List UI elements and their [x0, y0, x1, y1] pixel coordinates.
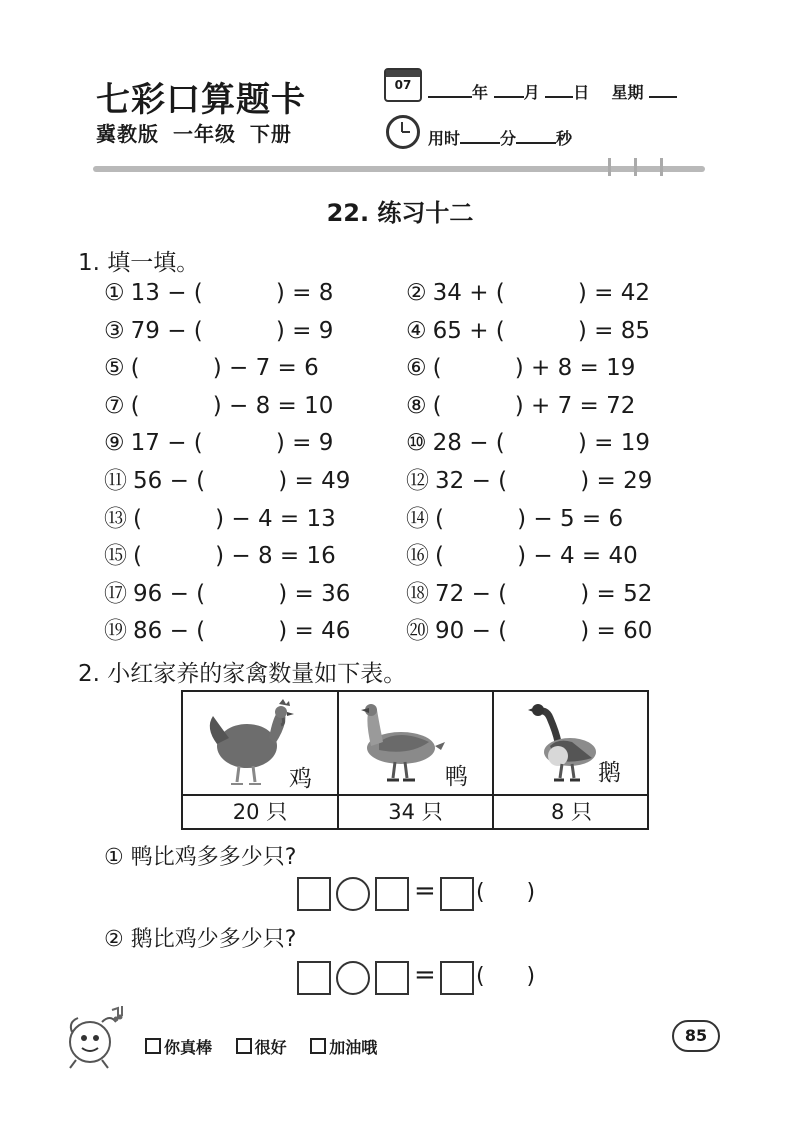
equation-item[interactable] — [406, 466, 652, 496]
goose-icon — [512, 698, 612, 790]
equation-text: 32 − ( ) = 29 — [435, 468, 653, 494]
equation-text: 90 − ( ) = 60 — [435, 618, 653, 644]
edition-subtitle: 冀教版 一年级 下册 — [96, 122, 292, 146]
equation-item[interactable] — [406, 278, 650, 308]
equals-sign: = — [414, 960, 436, 990]
item-number: ④ — [406, 318, 427, 344]
operator-circle[interactable] — [336, 961, 370, 995]
answer-box[interactable] — [440, 961, 474, 995]
equation-item[interactable] — [406, 428, 650, 458]
duck-cell — [339, 692, 492, 794]
equation-text: ( ) − 4 = 40 — [435, 543, 638, 569]
minute-label: 分 — [500, 129, 517, 148]
equation-text: 34 + ( ) = 42 — [432, 280, 651, 306]
duck-icon — [349, 698, 449, 790]
answer-box[interactable] — [375, 961, 409, 995]
answer-box[interactable] — [375, 877, 409, 911]
chicken-label: 鸡 — [289, 766, 312, 792]
equation-item[interactable] — [104, 466, 350, 496]
clock-icon — [386, 115, 420, 149]
equation-item[interactable] — [104, 616, 350, 646]
item-number: ⑪ — [104, 468, 127, 494]
unit-blank[interactable]: ( ) — [476, 880, 536, 905]
item-number: ⑧ — [406, 393, 427, 419]
equation-item[interactable] — [104, 316, 333, 346]
equation-item[interactable] — [104, 504, 336, 534]
year-label: 年 — [472, 83, 489, 102]
equation-text: 56 − ( ) = 49 — [133, 468, 351, 494]
item-number: ⑩ — [406, 430, 427, 456]
item-number: ⑫ — [406, 468, 429, 494]
equation-text: ( ) − 4 = 13 — [133, 506, 336, 532]
month-label: 月 — [523, 83, 540, 102]
item-number: ⑬ — [104, 506, 127, 532]
equation-item[interactable] — [406, 353, 635, 383]
calendar-icon — [384, 68, 422, 102]
sub-question-1: ① 鸭比鸡多多少只? — [104, 845, 297, 870]
check-keep-going[interactable]: 加油哦 — [310, 1038, 377, 1057]
item-number: ⑯ — [406, 543, 429, 569]
equation-item[interactable] — [104, 278, 333, 308]
equation-item[interactable] — [406, 316, 650, 346]
day-label: 日 — [573, 83, 590, 102]
goose-count: 8 只 — [550, 800, 593, 824]
self-evaluation — [145, 1035, 395, 1058]
equation-item[interactable] — [406, 579, 652, 609]
equation-item[interactable] — [104, 579, 350, 609]
equation-text: 28 − ( ) = 19 — [432, 430, 651, 456]
lesson-title: 22. 练习十二 — [326, 199, 474, 227]
unit-blank[interactable]: ( ) — [476, 964, 536, 989]
item-number: ⑳ — [406, 618, 429, 644]
time-label: 用时 — [428, 129, 461, 148]
equation-text: 86 − ( ) = 46 — [133, 618, 351, 644]
equation-text: ( ) + 8 = 19 — [432, 355, 636, 381]
divider-tick — [634, 158, 637, 176]
equation-text: ( ) − 5 = 6 — [435, 506, 624, 532]
calendar-day: 07 — [394, 78, 412, 92]
item-number: ② — [406, 280, 427, 306]
item-number: ⑭ — [406, 506, 429, 532]
duck-count: 34 只 — [388, 800, 443, 824]
equation-item[interactable] — [104, 541, 336, 571]
check-great[interactable]: 你真棒 — [145, 1038, 212, 1057]
item-number: ⑰ — [104, 581, 127, 607]
checkbox[interactable] — [145, 1038, 161, 1054]
equals-sign: = — [414, 876, 436, 906]
time-field[interactable] — [428, 126, 572, 149]
sub-question-2: ② 鹅比鸡少多少只? — [104, 927, 297, 952]
checkbox[interactable] — [236, 1038, 252, 1054]
weekday-label: 星期 — [611, 83, 644, 102]
answer-box[interactable] — [297, 877, 331, 911]
item-number: ③ — [104, 318, 125, 344]
equation-item[interactable] — [406, 541, 638, 571]
equation-text: 17 − ( ) = 9 — [130, 430, 334, 456]
equation-text: ( ) − 7 = 6 — [130, 355, 319, 381]
equation-item[interactable] — [406, 616, 652, 646]
equation-item[interactable] — [104, 353, 319, 383]
item-number: ⑥ — [406, 355, 427, 381]
check-good[interactable]: 很好 — [236, 1038, 287, 1057]
question-1-title: 1. 填一填。 — [78, 250, 200, 276]
answer-box[interactable] — [297, 961, 331, 995]
second-label: 秒 — [556, 129, 573, 148]
poultry-table — [181, 690, 649, 830]
question-2-title: 2. 小红家养的家禽数量如下表。 — [78, 661, 407, 687]
chicken-cell — [183, 692, 337, 794]
chicken-icon — [199, 698, 299, 790]
equation-text: ( ) + 7 = 72 — [432, 393, 636, 419]
equation-item[interactable] — [406, 391, 635, 421]
equation-text: ( ) − 8 = 16 — [133, 543, 336, 569]
chicken-count: 20 只 — [232, 800, 288, 824]
equation-text: 13 − ( ) = 8 — [130, 280, 334, 306]
mascot-icon — [62, 1002, 132, 1072]
item-number: ⑮ — [104, 543, 127, 569]
equation-text: 96 − ( ) = 36 — [133, 581, 351, 607]
checkbox[interactable] — [310, 1038, 326, 1054]
equation-item[interactable] — [104, 428, 333, 458]
divider-tick — [608, 158, 611, 176]
operator-circle[interactable] — [336, 877, 370, 911]
equation-text: 79 − ( ) = 9 — [130, 318, 334, 344]
equation-text: 72 − ( ) = 52 — [435, 581, 653, 607]
equation-text: ( ) − 8 = 10 — [130, 393, 334, 419]
equation-text: 65 + ( ) = 85 — [432, 318, 651, 344]
item-number: ⑲ — [104, 618, 127, 644]
item-number: ⑨ — [104, 430, 125, 456]
date-field[interactable] — [428, 80, 677, 103]
goose-cell — [494, 692, 649, 794]
divider-tick — [660, 158, 663, 176]
equation-item[interactable] — [104, 391, 333, 421]
answer-box[interactable] — [440, 877, 474, 911]
item-number: ⑦ — [104, 393, 125, 419]
header-divider — [93, 166, 705, 172]
item-number: ⑱ — [406, 581, 429, 607]
duck-label: 鸭 — [445, 764, 468, 790]
item-number: ① — [104, 280, 125, 306]
page-number: 85 — [672, 1020, 720, 1052]
goose-label: 鹅 — [598, 760, 621, 786]
equation-item[interactable] — [406, 504, 623, 534]
brand-title: 七彩口算题卡 — [96, 80, 306, 120]
item-number: ⑤ — [104, 355, 125, 381]
